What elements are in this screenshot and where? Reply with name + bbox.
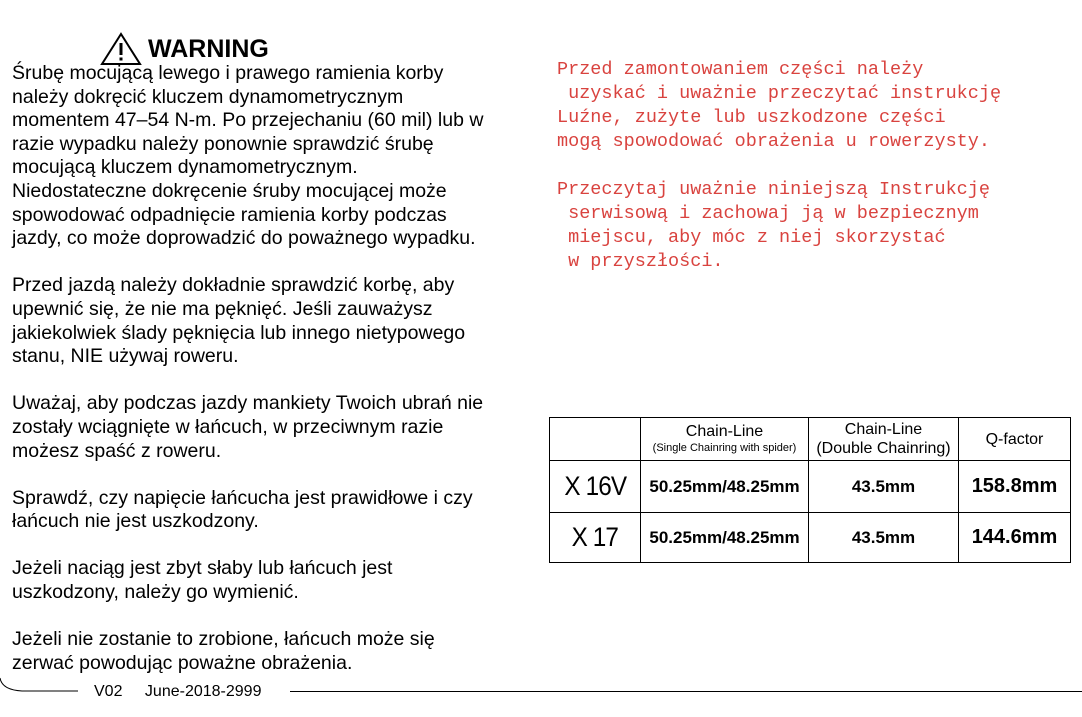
paragraph-crack-check [12,274,542,368]
warning-heading [100,32,269,66]
header-cell-empty [550,418,641,461]
text-line: jazdy, co może doprowadzić do poważnego wypadku. [12,227,476,250]
text-line: w przyszłości. [557,251,724,272]
footer-divider [290,691,1082,692]
paragraph-read-instructions [557,58,1072,154]
text-line: Uważaj, aby podczas jazdy mankiety Twoich ubrań nie [12,392,484,415]
text-line: momentem 47–54 N-m. Po przejechaniu (60 mil) lub w [12,109,484,132]
text-line: miejscu, aby móc z niej skorzystać [557,227,946,248]
footer-curve [0,670,80,700]
text-line: spowodować odpadnięcie ramienia korby podczas [12,203,447,226]
warning-text-column [12,62,542,675]
text-line: należy dokręcić kluczem dynamometrycznym [12,85,404,108]
cell-double-chainline: 43.5mm [809,461,959,513]
cell-model: X 16V [550,461,641,513]
text-line: Śrubę mocującą lewego i prawego ramienia korby [12,62,444,84]
warning-triangle-icon [100,32,142,66]
table-header-row [550,418,1071,461]
header-cell-double-chainring: Chain-Line (Double Chainring) [809,418,959,461]
header-cell-single-chainring: Chain-Line (Single Chainring with spider) [641,418,809,461]
text-line: Jeżeli nie zostanie to zrobione, łańcuch może się [12,628,435,651]
text-line: możesz spaść z roweru. [12,439,222,462]
instruction-notice-column [557,58,1072,298]
text-line: upewnić się, że nie ma pęknięć. Jeśli zauważysz [12,297,433,320]
text-line: mogą spowodować obrażenia u rowerzysty. [557,131,990,152]
paragraph-chain-replace [12,557,542,604]
header-cell-qfactor: Q-factor [959,418,1071,461]
text-line: Jeżeli naciąg jest zbyt słaby lub łańcuch jest [12,557,393,580]
text-line: zostały wciągnięte w łańcuch, w przeciwnym razie [12,415,444,438]
paragraph-keep-manual [557,178,1072,274]
paragraph-chain-tension [12,487,542,534]
text-line: stanu, NIE używaj roweru. [12,345,239,368]
paragraph-crank-bolt [12,62,542,251]
text-line: jakiekolwiek ślady pęknięcia lub innego nietypowego [12,321,466,344]
cell-double-chainline: 43.5mm [809,513,959,563]
table-row [550,513,1071,563]
paragraph-clothing [12,392,542,463]
cell-single-chainline: 50.25mm/48.25mm [641,513,809,563]
text-line: mocującą kluczem dynamometrycznym. [12,156,358,179]
paragraph-chain-break [12,628,542,675]
cell-single-chainline: 50.25mm/48.25mm [641,461,809,513]
warning-title: WARNING [148,35,269,63]
text-line: Przed zamontowaniem części należy [557,59,924,80]
text-line: serwisową i zachowaj ją w bezpiecznym [557,203,979,224]
text-line: Luźne, zużyte lub uszkodzone części [557,107,946,128]
footer-version: V02 [94,683,123,700]
table-row [550,461,1071,513]
text-line: Niedostateczne dokręcenie śruby mocującej może [12,179,447,202]
footer [94,682,279,702]
cell-qfactor: 144.6mm [959,513,1071,563]
cell-qfactor: 158.8mm [959,461,1071,513]
text-line: Sprawdź, czy napięcie łańcucha jest prawidłowe i czy [12,486,473,509]
text-line: zerwać powodując poważne obrażenia. [12,651,353,674]
text-line: Przeczytaj uważnie niniejszą Instrukcję [557,179,990,200]
spec-table [549,417,1071,563]
text-line: Przed jazdą należy dokładnie sprawdzić korbę, aby [12,274,455,297]
text-line: razie wypadku należy ponownie sprawdzić śrubę [12,132,434,155]
text-line: łańcuch nie jest uszkodzony. [12,510,259,533]
footer-date: June-2018-2999 [144,683,262,700]
text-line: uzyskać i uważnie przeczytać instrukcję [557,83,1002,104]
text-line: uszkodzony, należy go wymienić. [12,581,299,604]
cell-model: X 17 [550,513,641,563]
